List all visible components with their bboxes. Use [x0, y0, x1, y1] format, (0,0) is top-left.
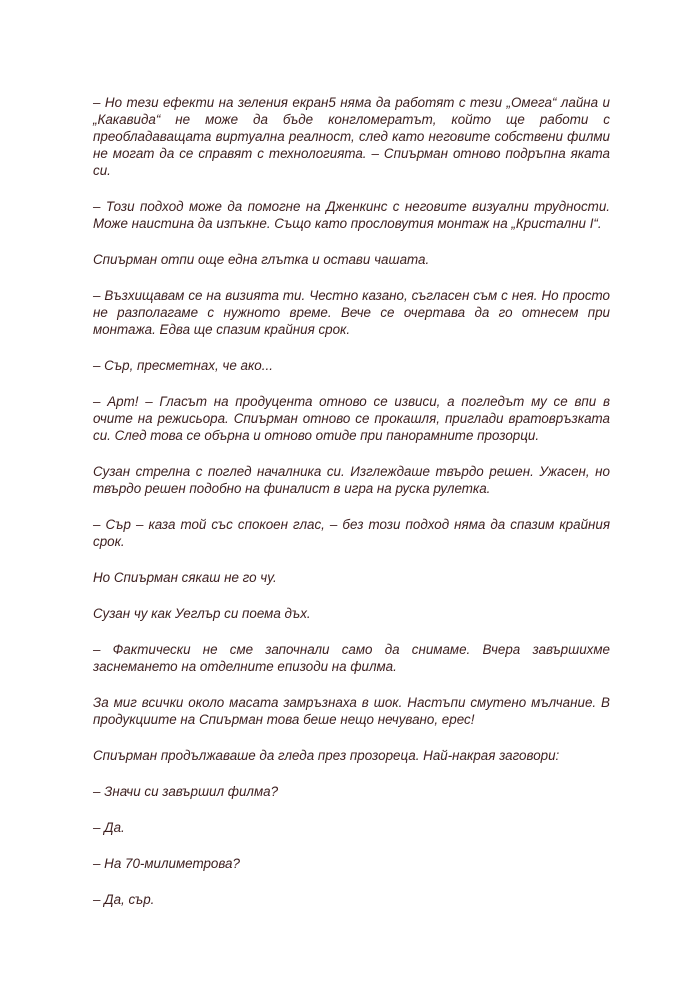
paragraph: Но Спиърман сякаш не го чу.: [93, 570, 277, 585]
paragraph: – Да.: [93, 820, 125, 835]
paragraph: – Арт! – Гласът на продуцента отново се извиси, а погледът му се впи в очите на режисьора. Спиърман отново се прокашля, приглади вратовръзката си. След това се обърна и отново отиде при панорамните прозорци.: [93, 394, 610, 443]
body-text: [93, 94, 610, 927]
paragraph: – На 70-милиметрова?: [93, 856, 240, 871]
paragraph: Спиърман отпи още една глътка и остави чашата.: [93, 252, 430, 267]
paragraph: – Този подход може да помогне на Дженкинс с неговите визуални трудности. Може наистина да изпъкне. Също като прословутия монтаж на „Кристални I“.: [93, 199, 610, 231]
paragraph: За миг всички около масата замръзнаха в шок. Настъпи смутено мълчание. В продукциите на Спиърман това беше нещо нечувано, ерес!: [93, 695, 610, 727]
paragraph: – Възхищавам се на визията ти. Честно казано, съгласен съм с нея. Но просто не разполагаме с нужното време. Вече се очертава да го отнесем при монтажа. Едва ще спазим крайния срок.: [93, 288, 610, 337]
paragraph: – Значи си завършил филма?: [93, 784, 279, 799]
paragraph: Сузан стрелна с поглед началника си. Изглеждаше твърдо решен. Ужасен, но твърдо решен подобно на финалист в игра на руска рулетка.: [93, 464, 610, 496]
paragraph: – Сър – каза той със спокоен глас, – без този подход няма да спазим крайния срок.: [93, 517, 610, 549]
paragraph: – Фактически не сме започнали само да снимаме. Вчера завършихме заснемането на отделните епизоди на филма.: [93, 642, 610, 674]
paragraph: Сузан чу как Уеглър си поема дъх.: [93, 606, 311, 621]
paragraph: – Сър, пресметнах, че ако...: [93, 358, 273, 373]
paragraph: Спиърман продължаваше да гледа през прозореца. Най-накрая заговори:: [93, 748, 560, 763]
paragraph: – Но тези ефекти на зеления екран5 няма да работят с тези „Омега“ лайна и „Какавида“ не може да бъде конгломератът, който ще работи с преобладаващата виртуална реалност, след като неговите собствени филми не могат да се справят с технологията. – Спиърман отново подръпна яката си.: [93, 95, 610, 178]
paragraph: – Да, сър.: [93, 892, 155, 907]
